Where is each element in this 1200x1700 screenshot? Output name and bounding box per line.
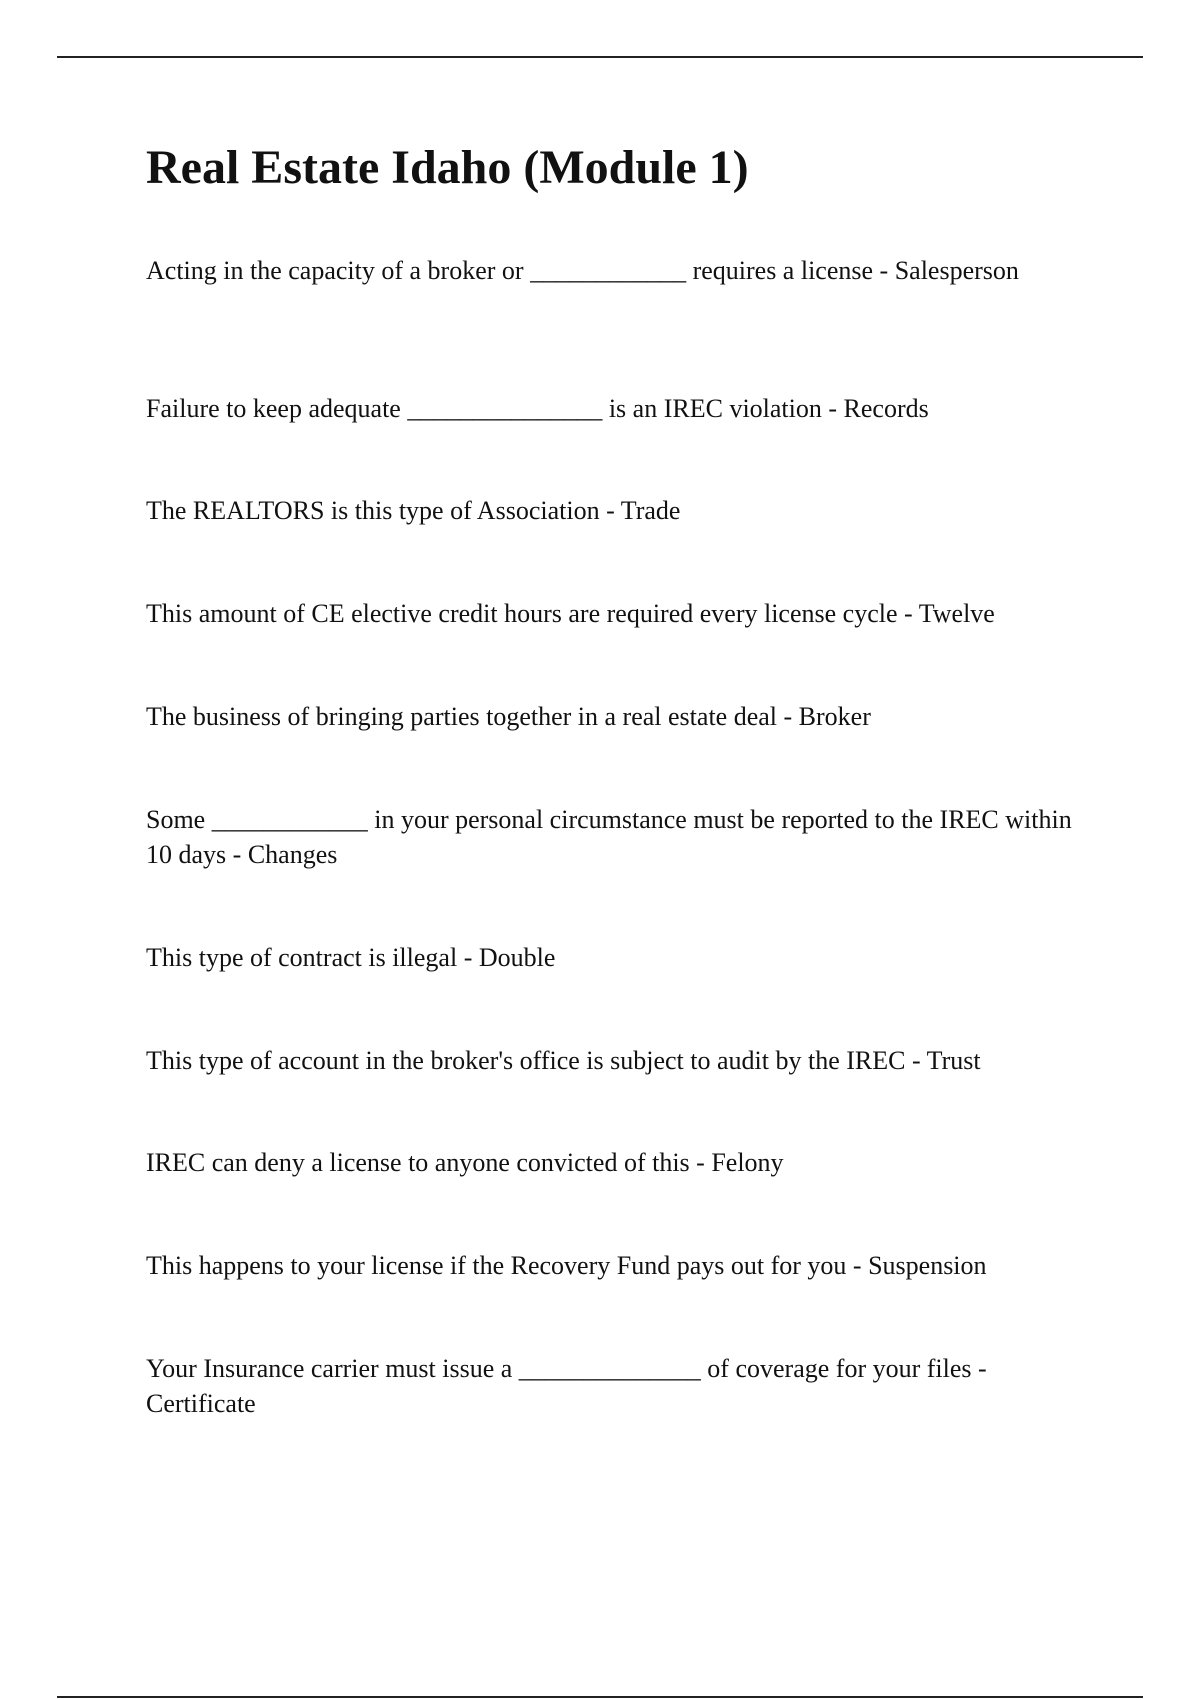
question-item-5: The business of bringing parties together in a real estate deal - Broker bbox=[146, 702, 871, 731]
question-item-6: Some ____________ in your personal circumstance must be reported to the IREC within 10 days - Changes bbox=[146, 805, 1072, 869]
bottom-divider bbox=[57, 1696, 1143, 1698]
page-title: Real Estate Idaho (Module 1) bbox=[146, 141, 749, 194]
question-item-11: Your Insurance carrier must issue a ______________ of coverage for your files - Certificate bbox=[146, 1354, 987, 1418]
question-item-4: This amount of CE elective credit hours are required every license cycle - Twelve bbox=[146, 599, 995, 628]
question-item-2: Failure to keep adequate _______________ is an IREC violation - Records bbox=[146, 394, 929, 423]
question-item-9: IREC can deny a license to anyone convicted of this - Felony bbox=[146, 1148, 784, 1177]
question-item-7: This type of contract is illegal - Double bbox=[146, 943, 556, 972]
question-item-8: This type of account in the broker's office is subject to audit by the IREC - Trust bbox=[146, 1046, 981, 1075]
question-item-10: This happens to your license if the Recovery Fund pays out for you - Suspension bbox=[146, 1251, 987, 1280]
question-item-1: Acting in the capacity of a broker or ____________ requires a license - Salesperson bbox=[146, 256, 1019, 285]
top-divider bbox=[57, 56, 1143, 58]
question-item-3: The REALTORS is this type of Association - Trade bbox=[146, 496, 681, 525]
